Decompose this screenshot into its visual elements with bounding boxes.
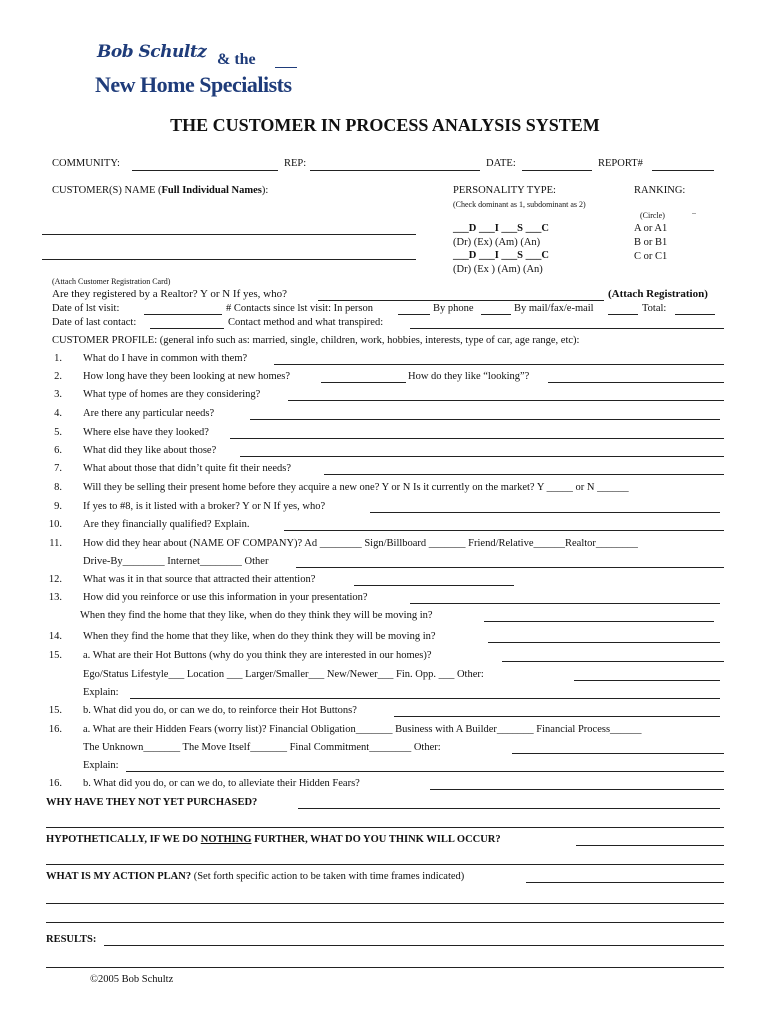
- answer-9-field[interactable]: [370, 512, 720, 513]
- realtor-question: Are they registered by a Realtor? Y or N If yes, who?: [52, 288, 287, 300]
- question-10: 10. Are they financially qualified? Explain.: [48, 519, 250, 530]
- attach-card-note: (Attach Customer Registration Card): [52, 277, 171, 286]
- question-15a: 15. a. What are their Hot Buttons (why do you think they are interested in our homes)?: [48, 650, 432, 661]
- contact-method-label: Contact method and what transpired:: [228, 317, 384, 328]
- customer-name-field-2[interactable]: [42, 259, 416, 260]
- hidden-fears-explain-field[interactable]: [126, 771, 724, 772]
- ranking-option-b[interactable]: B or B1: [634, 237, 668, 248]
- why-not-purchased-label: WHY HAVE THEY NOT YET PURCHASED?: [46, 797, 258, 808]
- contact-method-field[interactable]: [410, 328, 724, 329]
- attach-registration-note: (Attach Registration): [608, 288, 708, 300]
- rep-field[interactable]: [310, 170, 480, 171]
- results-field[interactable]: [104, 945, 724, 946]
- question-9: 9. If yes to #8, is it listed with a broker? Y or N If yes, who?: [54, 501, 326, 512]
- question-3: 3. What type of homes are they considering?: [54, 389, 261, 400]
- question-1: 1. What do I have in common with them?: [54, 353, 248, 364]
- question-13: 13. How did you reinforce or use this information in your presentation?: [48, 592, 368, 603]
- answer-14-field[interactable]: [488, 642, 720, 643]
- customer-names-label: CUSTOMER(S) NAME (Full Individual Names):: [52, 185, 269, 196]
- answer-13-field[interactable]: [410, 603, 720, 604]
- logo-main-text: New Home Specialists: [95, 72, 292, 97]
- personality-row-2-labels: (Dr) (Ex ) (Am) (An): [453, 264, 543, 275]
- hot-buttons-options[interactable]: Ego/Status Lifestyle___ Location ___ Larger/Smaller___ New/Newer___ Fin. Opp. ___ Other:: [83, 669, 484, 680]
- question-6: 6. What did they like about those?: [54, 445, 217, 456]
- answer-16b-field[interactable]: [430, 789, 724, 790]
- by-mail-field[interactable]: [608, 314, 638, 315]
- hidden-fears-other-field[interactable]: [512, 753, 724, 754]
- first-visit-label: Date of lst visit:: [52, 303, 120, 314]
- ranking-label: RANKING:: [634, 185, 686, 196]
- answer-11-other-field[interactable]: [296, 567, 724, 568]
- hypothetically-label: HYPOTHETICALLY, IF WE DO NOTHING FURTHER, WHAT DO YOU THINK WILL OCCUR?: [46, 834, 501, 845]
- hypothetically-field-2[interactable]: [46, 864, 724, 865]
- ranking-marks: ..: [692, 207, 696, 216]
- question-14: 14. When they find the home that they like, when do they think they will be moving in?: [48, 631, 436, 642]
- answer-7-field[interactable]: [324, 474, 724, 475]
- ranking-circle-note: (Circle): [640, 211, 665, 220]
- logo-and-text: & the: [217, 51, 256, 68]
- question-2: 2. How long have they been looking at new homes? How do they like “looking”?: [54, 371, 530, 382]
- personality-label: PERSONALITY TYPE:: [453, 185, 556, 196]
- copyright-footer: ©2005 Bob Schultz: [90, 974, 174, 985]
- personality-row-1-labels: (Dr) (Ex) (Am) (An): [453, 237, 541, 248]
- action-plan-label: WHAT IS MY ACTION PLAN? (Set forth specific action to be taken with time frames indicated): [46, 871, 465, 882]
- question-5: 5. Where else have they looked?: [54, 427, 209, 438]
- ranking-option-c[interactable]: C or C1: [634, 251, 668, 262]
- answer-13b-field[interactable]: [484, 621, 714, 622]
- question-11: 11. How did they hear about (NAME OF COMPANY)? Ad ________ Sign/Billboard _______ Friend/Relative______Realtor________: [49, 538, 638, 549]
- total-label: Total:: [642, 303, 667, 314]
- question-7: 7. What about those that didn’t quite fit their needs?: [54, 463, 292, 474]
- page-title: THE CUSTOMER IN PROCESS ANALYSIS SYSTEM: [170, 115, 600, 135]
- hot-buttons-other-field[interactable]: [574, 680, 720, 681]
- report-label: REPORT#: [598, 158, 643, 169]
- by-phone-field[interactable]: [481, 314, 511, 315]
- answer-3-field[interactable]: [288, 400, 724, 401]
- last-contact-label: Date of last contact:: [52, 317, 137, 328]
- results-field-2[interactable]: [46, 967, 724, 968]
- question-12: 12. What was it in that source that attracted their attention?: [48, 574, 316, 585]
- question-4: 4. Are there any particular needs?: [54, 408, 215, 419]
- answer-4-field[interactable]: [250, 419, 720, 420]
- by-phone-label: By phone: [433, 303, 474, 314]
- answer-6-field[interactable]: [240, 456, 724, 457]
- company-logo: [95, 42, 305, 98]
- hypothetically-field[interactable]: [576, 845, 724, 846]
- total-field[interactable]: [675, 314, 715, 315]
- first-visit-field[interactable]: [144, 314, 222, 315]
- question-11-cont: Drive-By________ Internet________ Other: [83, 556, 269, 567]
- action-plan-field[interactable]: [526, 882, 724, 883]
- answer-15a-field[interactable]: [502, 661, 724, 662]
- answer-2b-field[interactable]: [548, 382, 724, 383]
- contacts-in-person-label: # Contacts since lst visit: In person: [226, 303, 373, 314]
- hidden-fears-options[interactable]: The Unknown_______ The Move Itself_______ Final Commitment________ Other:: [83, 742, 441, 753]
- personality-row-1[interactable]: ___D ___I ___S ___C: [453, 223, 549, 234]
- hot-buttons-explain: Explain:: [83, 687, 119, 698]
- personality-row-2[interactable]: ___D ___I ___S ___C: [453, 250, 549, 261]
- question-8: 8. Will they be selling their present home before they acquire a new one? Y or N Is it currently on the market? Y _____ or N ______: [54, 482, 629, 493]
- ranking-option-a[interactable]: A or A1: [634, 223, 668, 234]
- question-16a: 16. a. What are their Hidden Fears (worry list)? Financial Obligation_______ Business with A Builder_______ Financial Process______: [48, 724, 642, 735]
- hot-buttons-explain-field[interactable]: [130, 698, 720, 699]
- hidden-fears-explain: Explain:: [83, 760, 119, 771]
- why-not-purchased-field-2[interactable]: [46, 827, 724, 828]
- answer-1-field[interactable]: [274, 364, 724, 365]
- logo-script-text: Bob Schultz: [97, 42, 207, 62]
- realtor-who-field[interactable]: [318, 300, 604, 301]
- question-13-cont: When they find the home that they like, when do they think they will be moving in?: [80, 610, 433, 621]
- logo-rule: [275, 67, 297, 68]
- last-contact-field[interactable]: [150, 328, 224, 329]
- community-label: COMMUNITY:: [52, 158, 120, 169]
- action-plan-field-3[interactable]: [46, 922, 724, 923]
- answer-12-field[interactable]: [354, 585, 514, 586]
- action-plan-field-2[interactable]: [46, 903, 724, 904]
- date-label: DATE:: [486, 158, 516, 169]
- by-mail-label: By mail/fax/e-mail: [514, 303, 594, 314]
- question-16b: 16. b. What did you do, or can we do, to alleviate their Hidden Fears?: [48, 778, 360, 789]
- results-label: RESULTS:: [46, 934, 97, 945]
- personality-note: (Check dominant as 1, subdominant as 2): [453, 200, 586, 209]
- report-field[interactable]: [652, 170, 714, 171]
- date-field[interactable]: [522, 170, 592, 171]
- answer-5-field[interactable]: [230, 438, 724, 439]
- rep-label: REP:: [284, 158, 307, 169]
- answer-2a-field[interactable]: [321, 382, 406, 383]
- in-person-field[interactable]: [398, 314, 430, 315]
- answer-10-field[interactable]: [284, 530, 724, 531]
- why-not-purchased-field[interactable]: [298, 808, 720, 809]
- customer-name-field-1[interactable]: [42, 234, 416, 235]
- community-field[interactable]: [132, 170, 278, 171]
- question-15b: 15. b. What did you do, or can we do, to reinforce their Hot Buttons?: [48, 705, 357, 716]
- customer-profile-heading: CUSTOMER PROFILE: (general info such as: married, single, children, work, hobbies, interests, type of car, age range, etc):: [52, 335, 580, 346]
- answer-15b-field[interactable]: [394, 716, 720, 717]
